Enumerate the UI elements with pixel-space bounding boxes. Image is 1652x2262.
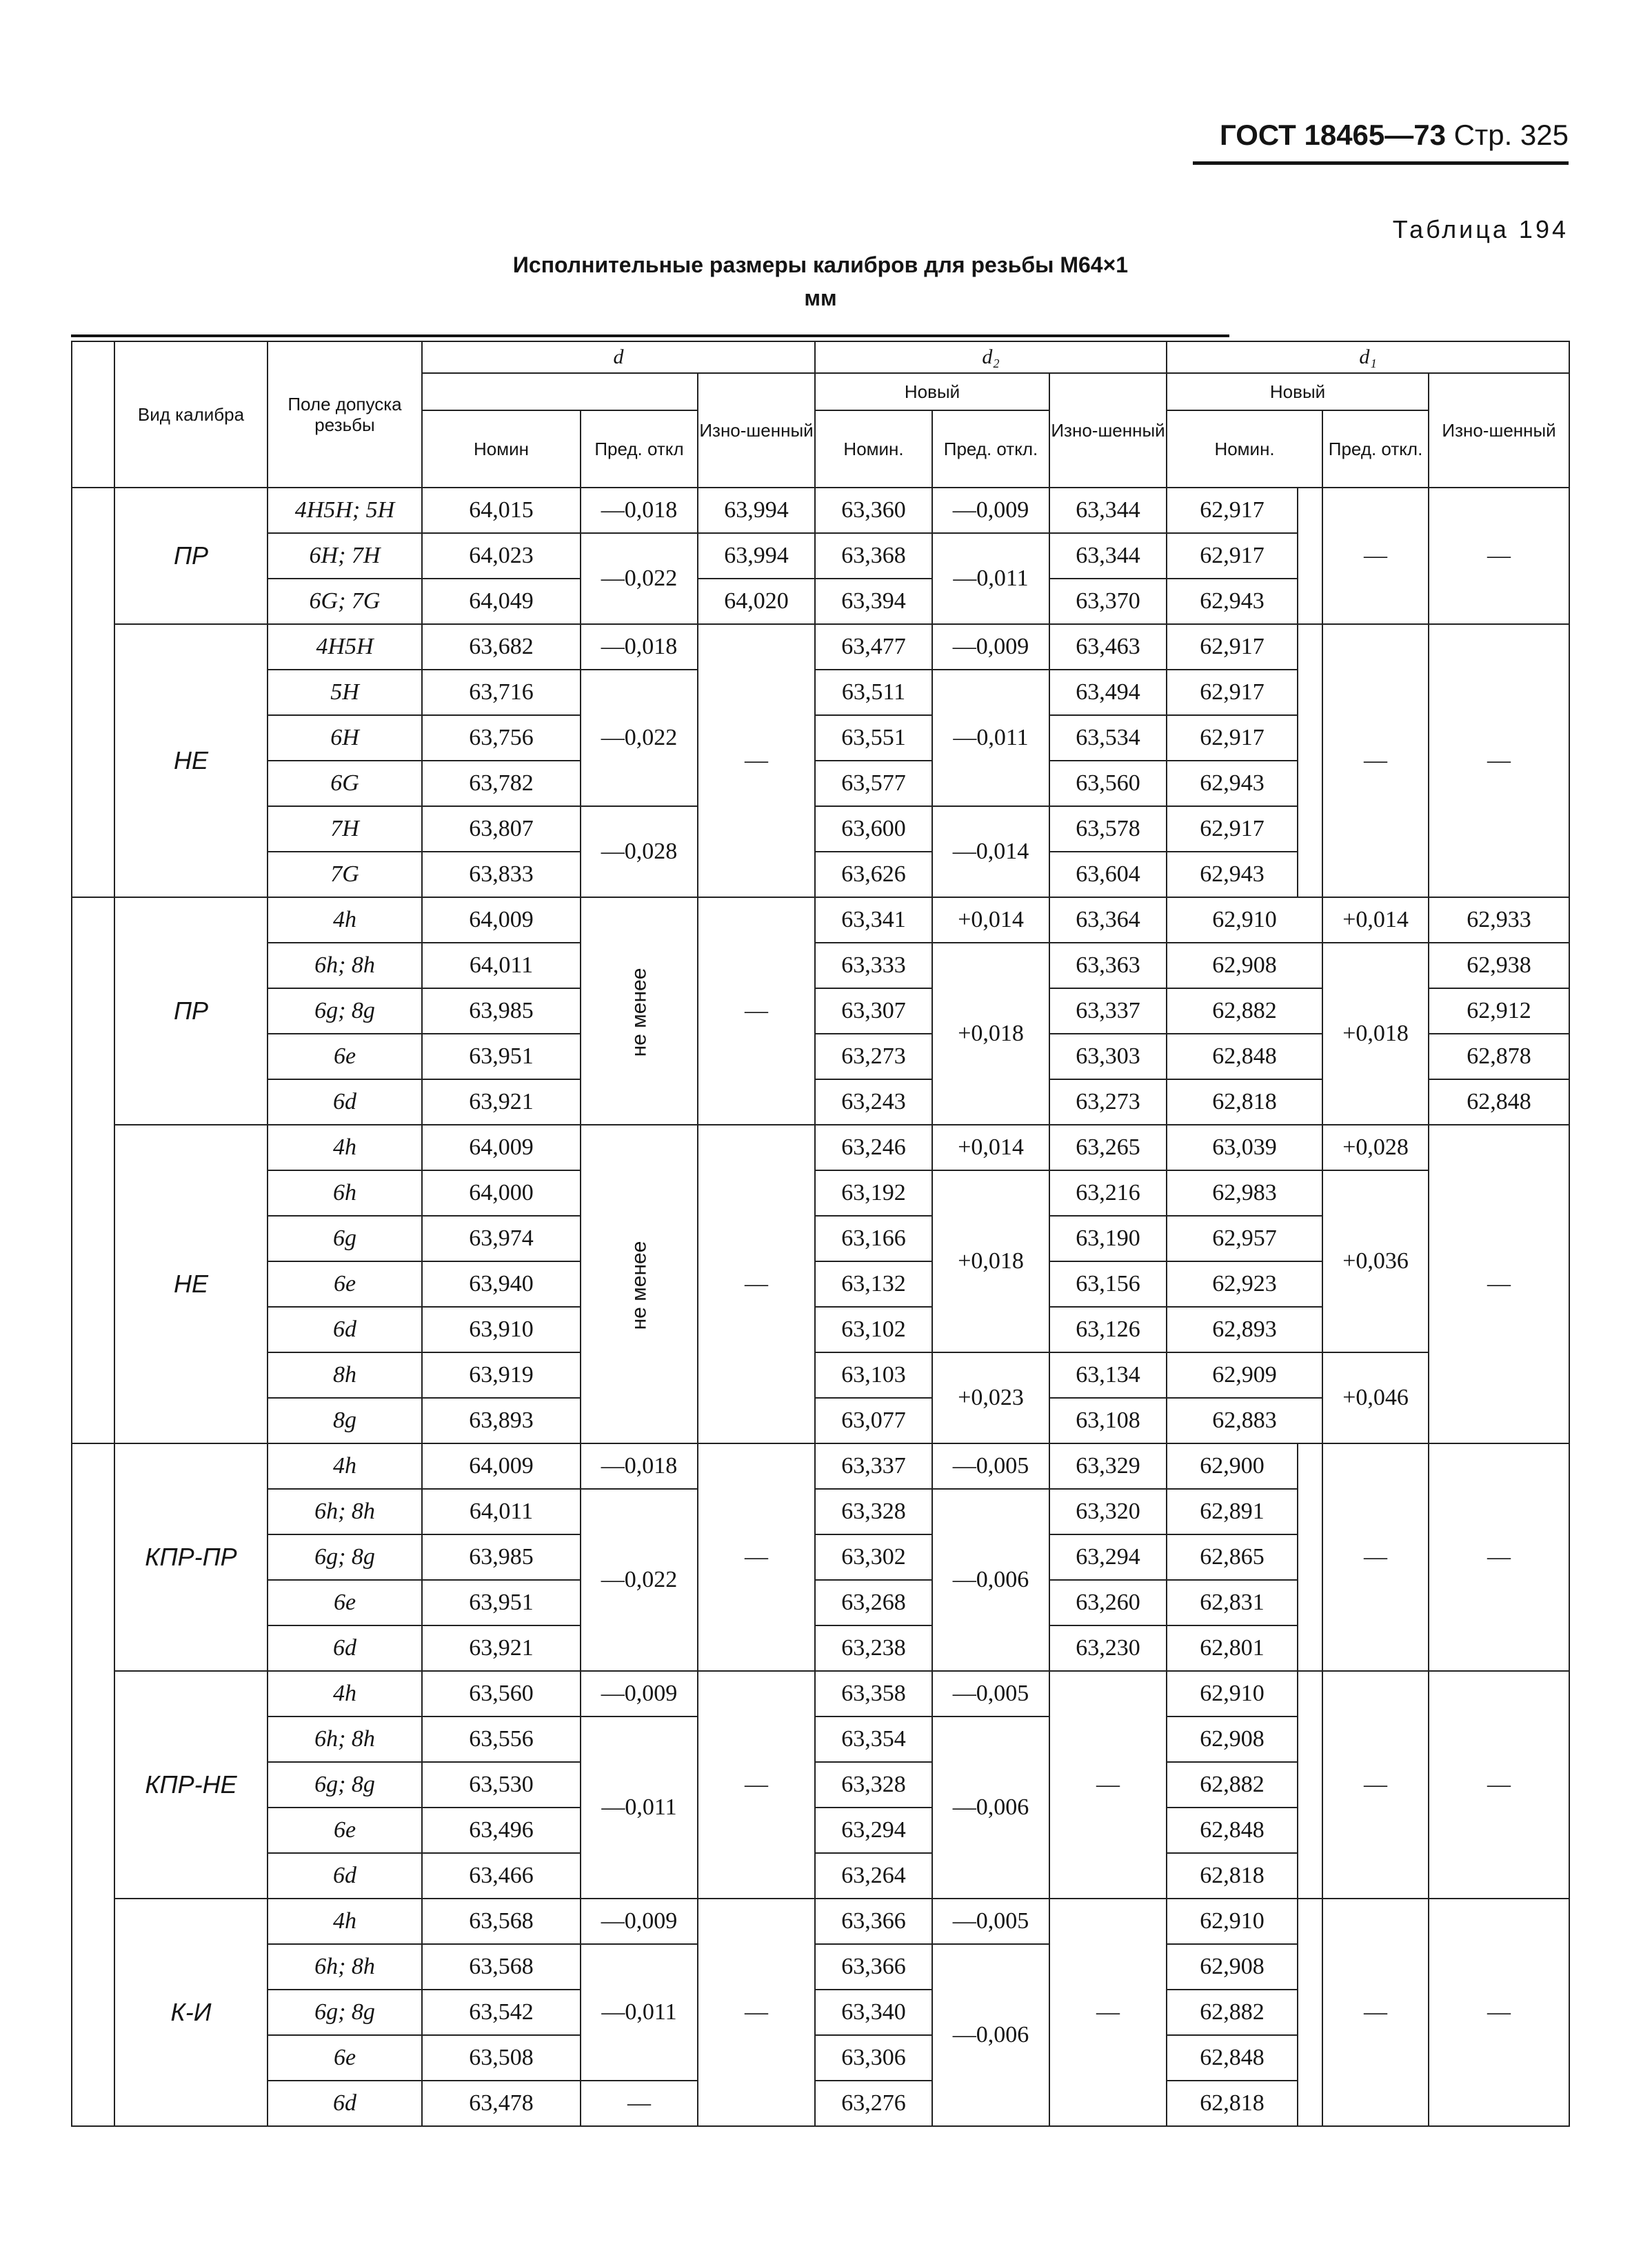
d2-worn: 63,344 [1049,488,1167,533]
d1-deviation: — [1322,624,1429,897]
d1-nominal: 62,910 [1167,897,1322,943]
caliber-type: КПР-ПР [114,1443,268,1671]
d2-nominal: 63,354 [815,1716,932,1762]
d-nominal: 63,542 [422,1990,581,2035]
col-header-d1: d₁ [1167,341,1569,373]
d2-worn: — [1049,1899,1167,2126]
d1-worn: 62,878 [1429,1034,1569,1079]
d2-worn: 63,578 [1049,806,1167,852]
d2-nominal: 63,360 [815,488,932,533]
tolerance-field: 6g [268,1216,422,1261]
d2-nominal: 63,306 [815,2035,932,2081]
d2-nominal: 63,264 [815,1853,932,1899]
d2-deviation: —0,011 [932,533,1049,624]
d1-deviation: +0,014 [1322,897,1429,943]
tolerance-field: 6h; 8h [268,1944,422,1990]
tolerance-field: 6d [268,2081,422,2126]
table-row [72,1671,1569,1716]
d-worn: 63,994 [698,488,815,533]
d2-worn: 63,494 [1049,670,1167,715]
d1-nominal: 62,908 [1167,1944,1298,1990]
d2-worn: 63,604 [1049,852,1167,897]
d2-worn: 63,303 [1049,1034,1167,1079]
table-row [72,897,1569,943]
caliber-type: К-И [114,1899,268,2126]
d2-worn: 63,126 [1049,1307,1167,1352]
d-nominal: 63,560 [422,1671,581,1716]
d2-nominal: 63,328 [815,1762,932,1808]
d-nominal: 63,466 [422,1853,581,1899]
d-deviation: —0,022 [581,533,698,624]
d-worn: 63,994 [698,533,815,579]
d-deviation: —0,022 [581,1489,698,1671]
d2-deviation: —0,005 [932,1443,1049,1489]
d-nominal: 63,782 [422,761,581,806]
col-header-d-worn: Изно-шенный [698,373,815,488]
d-deviation: —0,018 [581,1443,698,1489]
d-nominal: 63,508 [422,2035,581,2081]
d2-deviation: —0,011 [932,670,1049,806]
d1-nominal: 62,900 [1167,1443,1298,1489]
d-deviation: —0,018 [581,624,698,670]
col-header-d2-dev: Пред. откл. [932,410,1049,488]
d1-deviation: +0,046 [1322,1352,1429,1443]
d2-deviation: —0,014 [932,806,1049,897]
table-caption [414,248,1227,314]
d2-nominal: 63,103 [815,1352,932,1398]
d-nominal: 63,682 [422,624,581,670]
d2-nominal: 63,268 [815,1580,932,1625]
d-deviation: —0,009 [581,1671,698,1716]
table-row [72,624,1569,670]
d-worn: — [698,624,815,897]
d-nominal: 63,921 [422,1625,581,1671]
d1-deviation: — [1322,1443,1429,1671]
d1-nominal: 62,910 [1167,1671,1298,1716]
col-header-d1-worn: Изно-шенный [1429,373,1569,488]
d2-worn: 63,337 [1049,988,1167,1034]
d2-worn: 63,108 [1049,1398,1167,1443]
d2-worn: 63,370 [1049,579,1167,624]
page-header [1193,119,1569,165]
tolerance-field: 6h; 8h [268,1716,422,1762]
tolerance-field: 4Н5Н [268,624,422,670]
d2-worn: 63,294 [1049,1534,1167,1580]
d1-nominal: 62,909 [1167,1352,1322,1398]
d2-worn: 63,156 [1049,1261,1167,1307]
d2-nominal: 63,192 [815,1170,932,1216]
d-deviation: —0,018 [581,488,698,533]
caliber-type: НЕ [114,1125,268,1443]
d-deviation: —0,011 [581,1716,698,1899]
d1-nominal: 62,882 [1167,1990,1298,2035]
d2-nominal: 63,307 [815,988,932,1034]
caliber-type: НЕ [114,624,268,897]
table-row [72,488,1569,533]
group-label [72,1443,114,2126]
d-nominal: 64,009 [422,1443,581,1489]
top-rule [71,334,1229,337]
d2-worn: 63,344 [1049,533,1167,579]
d2-worn: 63,363 [1049,943,1167,988]
tolerance-field: 6e [268,1261,422,1307]
d-nominal: 64,000 [422,1170,581,1216]
d1-nominal: 62,908 [1167,1716,1298,1762]
d-nominal: 63,951 [422,1580,581,1625]
d1-note [1298,488,1322,624]
d-nominal: 63,833 [422,852,581,897]
table-body [72,488,1569,2126]
d-nominal: 63,478 [422,2081,581,2126]
d2-nominal: 63,340 [815,1990,932,2035]
d-nominal: 64,023 [422,533,581,579]
d1-note [1298,1899,1322,2126]
d-nominal: 63,756 [422,715,581,761]
d2-deviation: +0,018 [932,1170,1049,1352]
d-nominal: 64,009 [422,1125,581,1170]
d-nominal: 63,921 [422,1079,581,1125]
d2-worn: — [1049,1671,1167,1899]
col-header-d-dev: Пред. откл [581,410,698,488]
d-nominal: 64,009 [422,897,581,943]
table-row [72,1352,1569,1398]
tolerance-field: 6g; 8g [268,1762,422,1808]
col-header-d2-worn: Изно-шенный [1049,373,1167,488]
gauge-dimensions-table [71,341,1570,2127]
d1-nominal: 62,917 [1167,624,1298,670]
d1-worn: — [1429,488,1569,624]
col-header-d1-nomin: Номин. [1167,410,1322,488]
d1-deviation: +0,028 [1322,1125,1429,1170]
d2-nominal: 63,243 [815,1079,932,1125]
col-header-d-nomin: Номин [422,410,581,488]
d1-nominal: 62,917 [1167,670,1298,715]
d2-deviation: —0,006 [932,1489,1049,1671]
tolerance-field: 4Н5Н; 5Н [268,488,422,533]
col-header-kind: Вид калибра [114,341,268,488]
tolerance-field: 4h [268,1899,422,1944]
d1-worn: — [1429,1443,1569,1671]
d-worn: — [698,1125,815,1443]
tolerance-field: 6h [268,1170,422,1216]
d2-deviation: +0,023 [932,1352,1049,1443]
d-deviation: —0,011 [581,1944,698,2081]
d1-nominal: 62,818 [1167,2081,1298,2126]
table-row [72,1899,1569,1944]
tolerance-field: 6e [268,1808,422,1853]
d2-deviation: —0,006 [932,1944,1049,2126]
d1-nominal: 62,848 [1167,2035,1298,2081]
d-nominal: 63,951 [422,1034,581,1079]
d1-deviation: — [1322,1671,1429,1899]
d-worn: 64,020 [698,579,815,624]
d1-nominal: 62,848 [1167,1034,1322,1079]
tolerance-field: 6G; 7G [268,579,422,624]
tolerance-field: 4h [268,897,422,943]
tolerance-field: 6G [268,761,422,806]
tolerance-field: 5Н [268,670,422,715]
col-header-d2-new: Новый [815,373,1049,410]
d-deviation: —0,022 [581,670,698,806]
table-row [72,943,1569,988]
tolerance-field: 6g; 8g [268,988,422,1034]
d2-nominal: 63,394 [815,579,932,624]
tolerance-field: 8g [268,1398,422,1443]
d-worn: — [698,897,815,1125]
table-row [72,1125,1569,1170]
d2-nominal: 63,077 [815,1398,932,1443]
d-deviation: —0,009 [581,1899,698,1944]
d2-worn: 63,463 [1049,624,1167,670]
d2-worn: 63,265 [1049,1125,1167,1170]
tolerance-field: 7G [268,852,422,897]
col-header-name [72,341,114,488]
d-note: не менее [581,897,698,1125]
table-row [72,1170,1569,1216]
d2-deviation: —0,009 [932,624,1049,670]
d2-worn: 63,230 [1049,1625,1167,1671]
d2-worn: 63,190 [1049,1216,1167,1261]
d1-nominal: 62,801 [1167,1625,1298,1671]
d1-worn: 62,938 [1429,943,1569,988]
tolerance-field: 6h; 8h [268,1489,422,1534]
tolerance-field: 7Н [268,806,422,852]
d-nominal: 63,974 [422,1216,581,1261]
d1-nominal: 62,923 [1167,1261,1322,1307]
d2-nominal: 63,238 [815,1625,932,1671]
d1-nominal: 62,917 [1167,533,1298,579]
tolerance-field: 4h [268,1443,422,1489]
d1-worn: 62,848 [1429,1079,1569,1125]
col-header-field: Поле допуска резьбы [268,341,422,488]
d2-nominal: 63,333 [815,943,932,988]
d2-nominal: 63,477 [815,624,932,670]
d-nominal: 64,015 [422,488,581,533]
table-number: Таблица 194 [1392,215,1569,243]
d-worn: — [698,1899,815,2126]
tolerance-field: 6Н [268,715,422,761]
d2-nominal: 63,366 [815,1899,932,1944]
d1-nominal: 62,893 [1167,1307,1322,1352]
d2-nominal: 63,626 [815,852,932,897]
d-nominal: 63,556 [422,1716,581,1762]
d-nominal: 63,568 [422,1899,581,1944]
col-header-d-blank [422,373,698,410]
d-nominal: 63,985 [422,988,581,1034]
d1-deviation: — [1322,488,1429,624]
d-note: не менее [581,1125,698,1443]
d1-worn: — [1429,1671,1569,1899]
tolerance-field: 8h [268,1352,422,1398]
d2-nominal: 63,577 [815,761,932,806]
d-nominal: 63,985 [422,1534,581,1580]
d-nominal: 63,807 [422,806,581,852]
d2-worn: 63,260 [1049,1580,1167,1625]
d1-nominal: 62,943 [1167,579,1298,624]
tolerance-field: 6e [268,1580,422,1625]
col-header-d2: d₂ [815,341,1167,373]
d1-deviation: — [1322,1899,1429,2126]
d1-nominal: 62,882 [1167,1762,1298,1808]
d1-worn: — [1429,624,1569,897]
d2-nominal: 63,511 [815,670,932,715]
d2-nominal: 63,276 [815,2081,932,2126]
d-nominal: 63,893 [422,1398,581,1443]
tolerance-field: 6d [268,1625,422,1671]
tolerance-field: 6e [268,1034,422,1079]
d1-note [1298,624,1322,897]
d-worn: — [698,1443,815,1671]
d2-nominal: 63,600 [815,806,932,852]
d2-deviation: —0,005 [932,1899,1049,1944]
d2-deviation: +0,014 [932,1125,1049,1170]
d1-nominal: 62,917 [1167,715,1298,761]
d1-nominal: 62,908 [1167,943,1322,988]
d-deviation: — [581,2081,698,2126]
d2-worn: 63,534 [1049,715,1167,761]
caption-unit: мм [804,286,837,310]
tolerance-field: 6g; 8g [268,1534,422,1580]
tolerance-field: 4h [268,1125,422,1170]
d2-worn: 63,364 [1049,897,1167,943]
tolerance-field: 6h; 8h [268,943,422,988]
d1-worn: — [1429,1125,1569,1443]
page-number: Стр. 325 [1453,119,1569,151]
d2-deviation: +0,014 [932,897,1049,943]
d1-nominal: 62,891 [1167,1489,1298,1534]
d1-nominal: 62,983 [1167,1170,1322,1216]
d-nominal: 63,919 [422,1352,581,1398]
standard-number: ГОСТ 18465—73 [1219,119,1446,151]
d2-nominal: 63,551 [815,715,932,761]
d2-nominal: 63,328 [815,1489,932,1534]
tolerance-field: 6e [268,2035,422,2081]
d-nominal: 63,716 [422,670,581,715]
d1-worn: 62,912 [1429,988,1569,1034]
d2-nominal: 63,246 [815,1125,932,1170]
d-nominal: 64,011 [422,943,581,988]
d-nominal: 63,496 [422,1808,581,1853]
d1-deviation: +0,018 [1322,943,1429,1125]
col-header-d1-dev: Пред. откл. [1322,410,1429,488]
d1-nominal: 62,943 [1167,852,1298,897]
table-row [72,1443,1569,1489]
caliber-type: ПР [114,488,268,624]
d-worn: — [698,1671,815,1899]
tolerance-field: 4h [268,1671,422,1716]
d1-nominal: 62,848 [1167,1808,1298,1853]
d1-nominal: 63,039 [1167,1125,1322,1170]
d1-nominal: 62,831 [1167,1580,1298,1625]
d2-nominal: 63,366 [815,1944,932,1990]
d2-nominal: 63,166 [815,1216,932,1261]
d2-nominal: 63,341 [815,897,932,943]
d-nominal: 64,049 [422,579,581,624]
tolerance-field: 6d [268,1079,422,1125]
d2-deviation: +0,018 [932,943,1049,1125]
d2-worn: 63,329 [1049,1443,1167,1489]
d1-nominal: 62,883 [1167,1398,1322,1443]
d2-nominal: 63,132 [815,1261,932,1307]
d1-worn: 62,933 [1429,897,1569,943]
d1-nominal: 62,917 [1167,806,1298,852]
d2-nominal: 63,368 [815,533,932,579]
d-nominal: 63,940 [422,1261,581,1307]
col-header-d1-new: Новый [1167,373,1429,410]
d2-nominal: 63,337 [815,1443,932,1489]
caliber-type: ПР [114,897,268,1125]
caption-title: Исполнительные размеры калибров для резьбы М64×1 [512,252,1129,277]
d2-worn: 63,273 [1049,1079,1167,1125]
group-label [72,488,114,897]
d1-nominal: 62,882 [1167,988,1322,1034]
tolerance-field: 6Н; 7Н [268,533,422,579]
d-nominal: 64,011 [422,1489,581,1534]
d2-nominal: 63,302 [815,1534,932,1580]
d1-nominal: 62,910 [1167,1899,1298,1944]
d2-worn: 63,216 [1049,1170,1167,1216]
d1-deviation: +0,036 [1322,1170,1429,1352]
d2-worn: 63,560 [1049,761,1167,806]
col-header-d2-nomin: Номин. [815,410,932,488]
d2-nominal: 63,273 [815,1034,932,1079]
d-nominal: 63,568 [422,1944,581,1990]
d-nominal: 63,530 [422,1762,581,1808]
d2-worn: 63,320 [1049,1489,1167,1534]
caliber-type: КПР-НЕ [114,1671,268,1899]
d1-note [1298,1443,1322,1671]
group-label [72,897,114,1443]
d1-worn: — [1429,1899,1569,2126]
d-nominal: 63,910 [422,1307,581,1352]
d1-note [1298,1671,1322,1899]
d2-nominal: 63,358 [815,1671,932,1716]
d2-deviation: —0,005 [932,1671,1049,1716]
col-header-d: d [422,341,815,373]
d2-worn: 63,134 [1049,1352,1167,1398]
d1-nominal: 62,957 [1167,1216,1322,1261]
tolerance-field: 6g; 8g [268,1990,422,2035]
d1-nominal: 62,917 [1167,488,1298,533]
d-deviation: —0,028 [581,806,698,897]
d2-nominal: 63,294 [815,1808,932,1853]
tolerance-field: 6d [268,1307,422,1352]
d1-nominal: 62,818 [1167,1853,1298,1899]
tolerance-field: 6d [268,1853,422,1899]
d2-deviation: —0,009 [932,488,1049,533]
d1-nominal: 62,943 [1167,761,1298,806]
d1-nominal: 62,818 [1167,1079,1322,1125]
d1-nominal: 62,865 [1167,1534,1298,1580]
d2-deviation: —0,006 [932,1716,1049,1899]
d2-nominal: 63,102 [815,1307,932,1352]
